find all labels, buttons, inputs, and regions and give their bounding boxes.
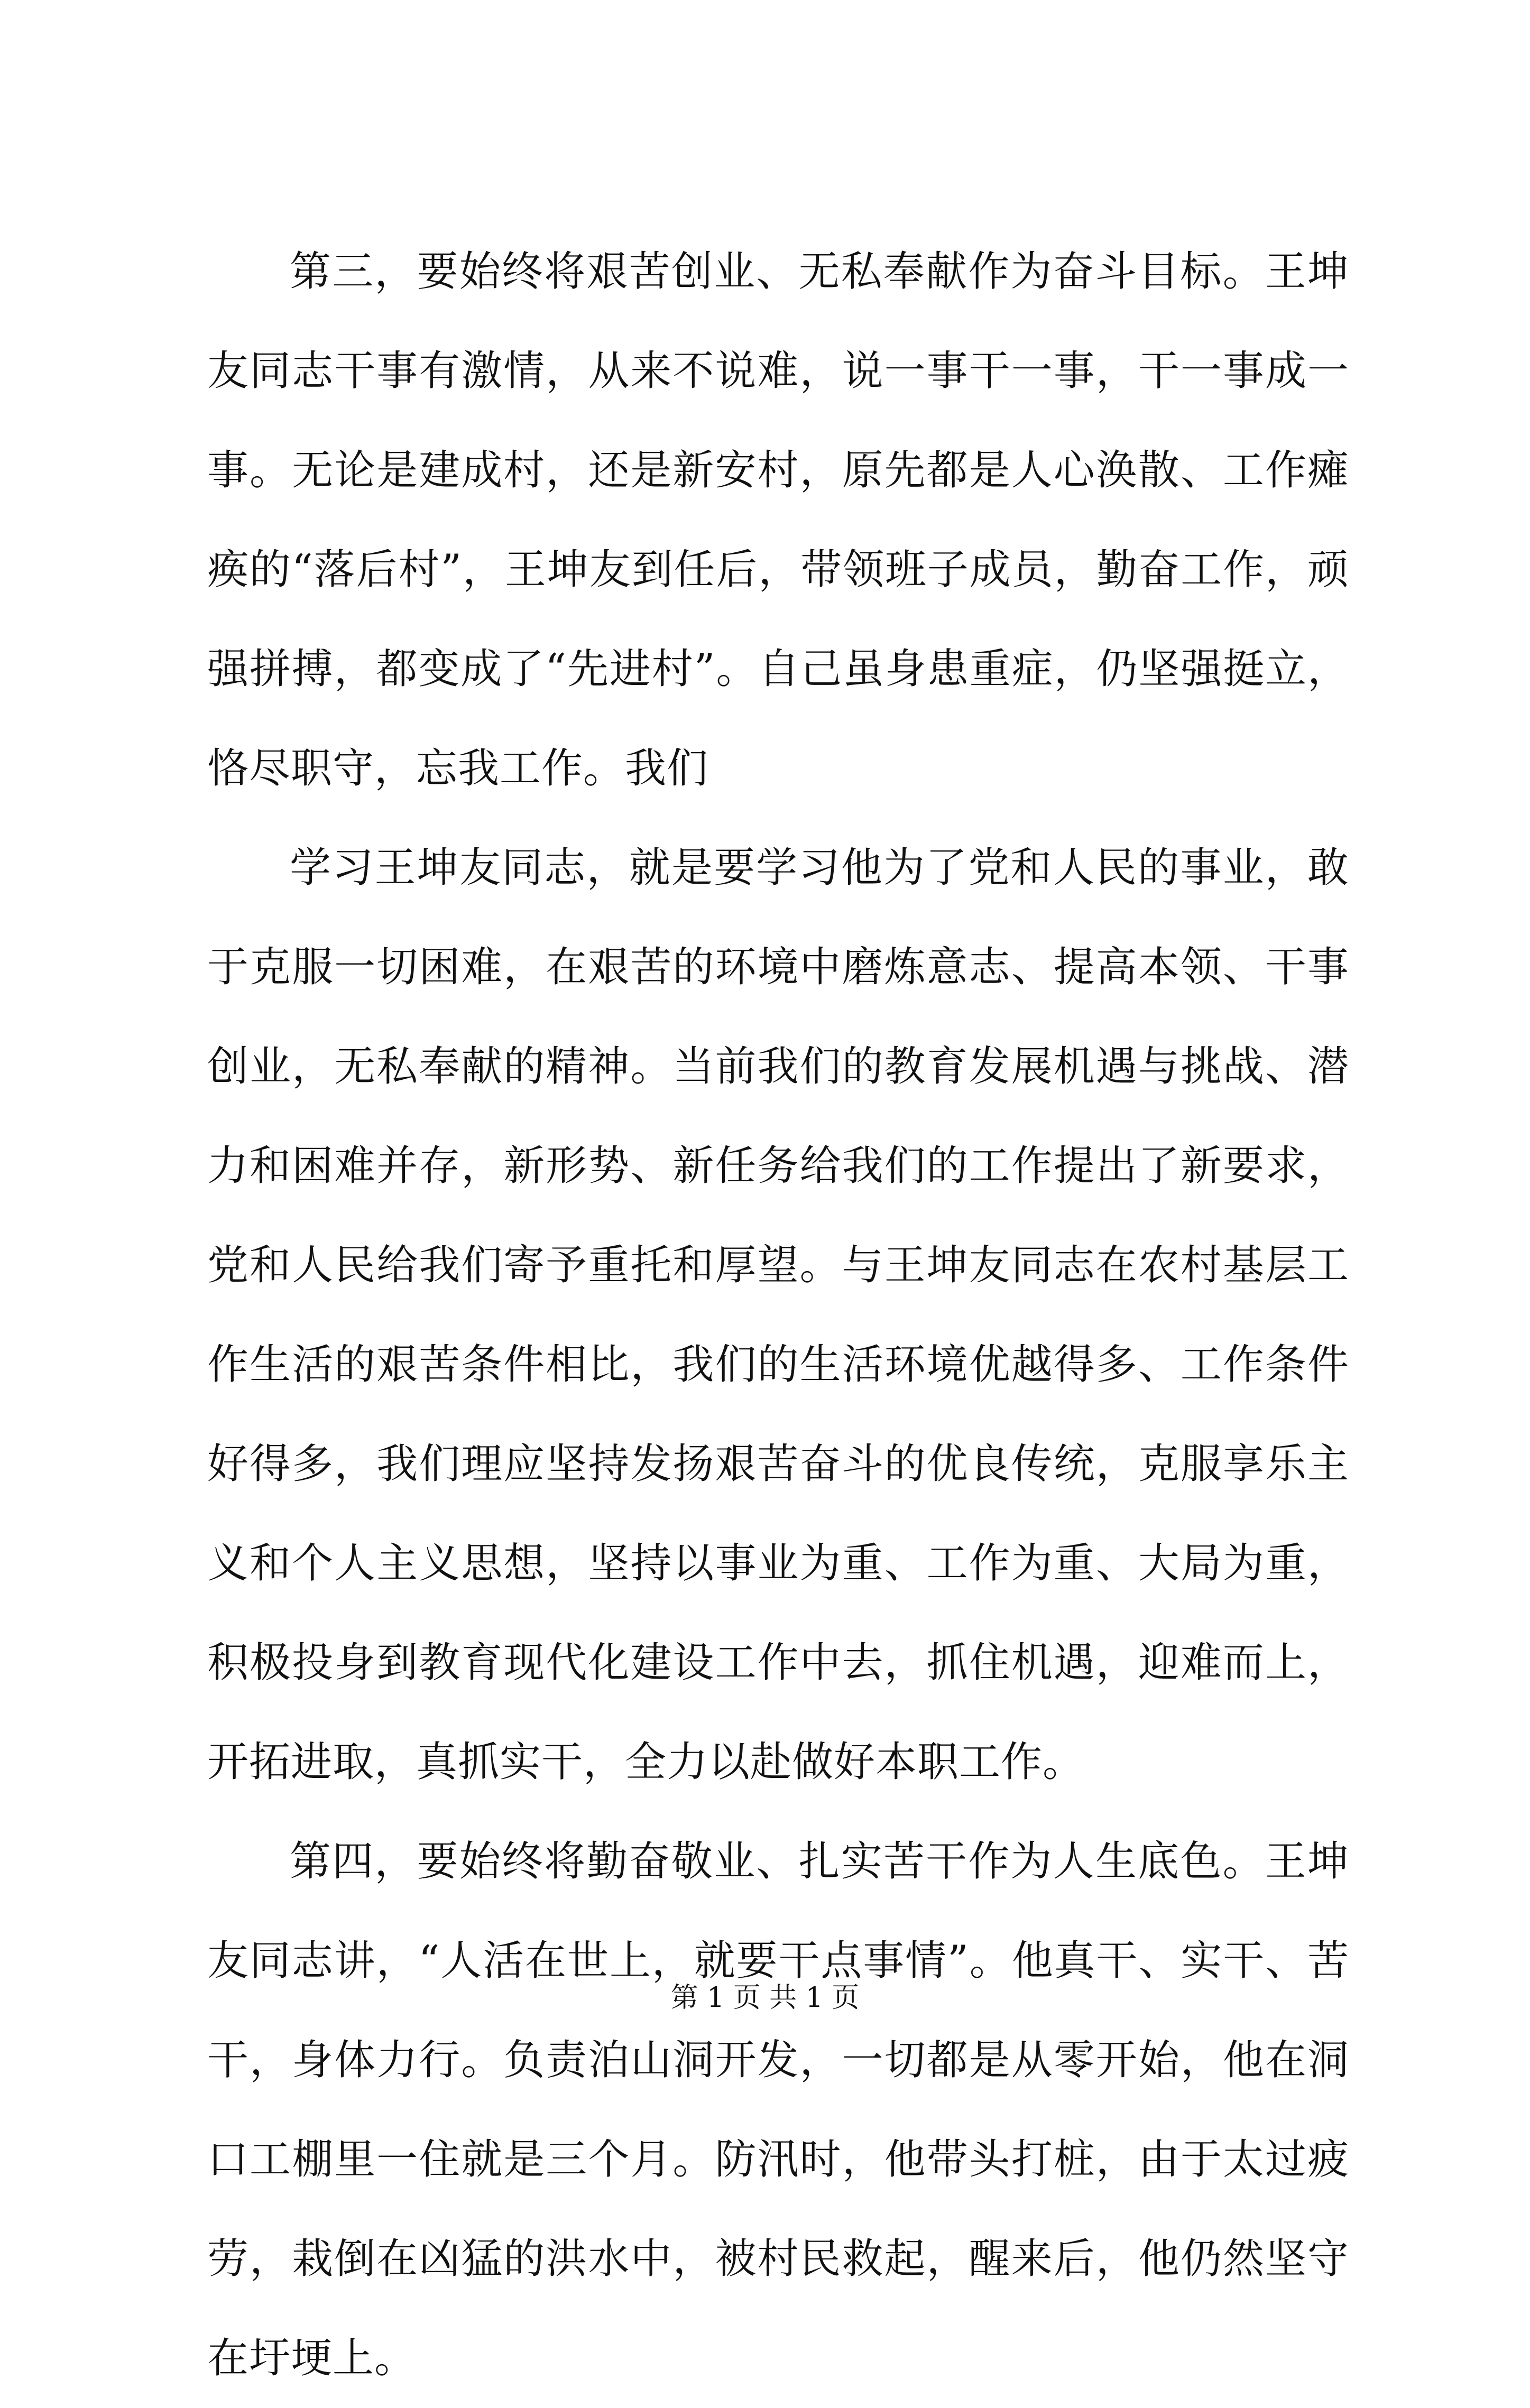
body-text [207, 222, 1349, 2408]
paragraph-1: 第三，要始终将艰苦创业、无私奉献作为奋斗目标。王坤友同志干事有激情，从来不说难，说一事干一事，干一事成一事。无论是建成村，还是新安村，原先都是人心涣散、工作瘫痪的“落后村”，王坤友到任后，带领班子成员，勤奋工作，顽强拼搏，都变成了“先进村”。自己虽身患重症，仍坚强挺立，恪尽职守，忘我工作。我们 [207, 248, 1349, 792]
page-footer: 第 1 页 共 1 页 [670, 1982, 860, 2014]
paragraph-3: 第四，要始终将勤奋敬业、扎实苦干作为人生底色。王坤友同志讲，“人活在世上，就要干点事情”。他真干、实干、苦干，身体力行。负责泊山洞开发，一切都是从零开始，他在洞口工棚里一住就是三个月。防汛时，他带头打桩，由于太过疲劳，栽倒在凶猛的洪水中，被村民救起，醒来后，他仍然坚守在圩埂上。 [207, 1838, 1349, 2382]
paragraph-2: 学习王坤友同志，就是要学习他为了党和人民的事业，敢于克服一切困难，在艰苦的环境中磨炼意志、提高本领、干事创业，无私奉献的精神。当前我们的教育发展机遇与挑战、潜力和困难并存，新形势、新任务给我们的工作提出了新要求，党和人民给我们寄予重托和厚望。与王坤友同志在农村基层工作生活的艰苦条件相比，我们的生活环境优越得多、工作条件好得多，我们理应坚持发扬艰苦奋斗的优良传统，克服享乐主义和个人主义思想，坚持以事业为重、工作为重、大局为重，积极投身到教育现代化建设工作中去，抓住机遇，迎难而上，开拓进取，真抓实干，全力以赴做好本职工作。 [207, 844, 1349, 1786]
